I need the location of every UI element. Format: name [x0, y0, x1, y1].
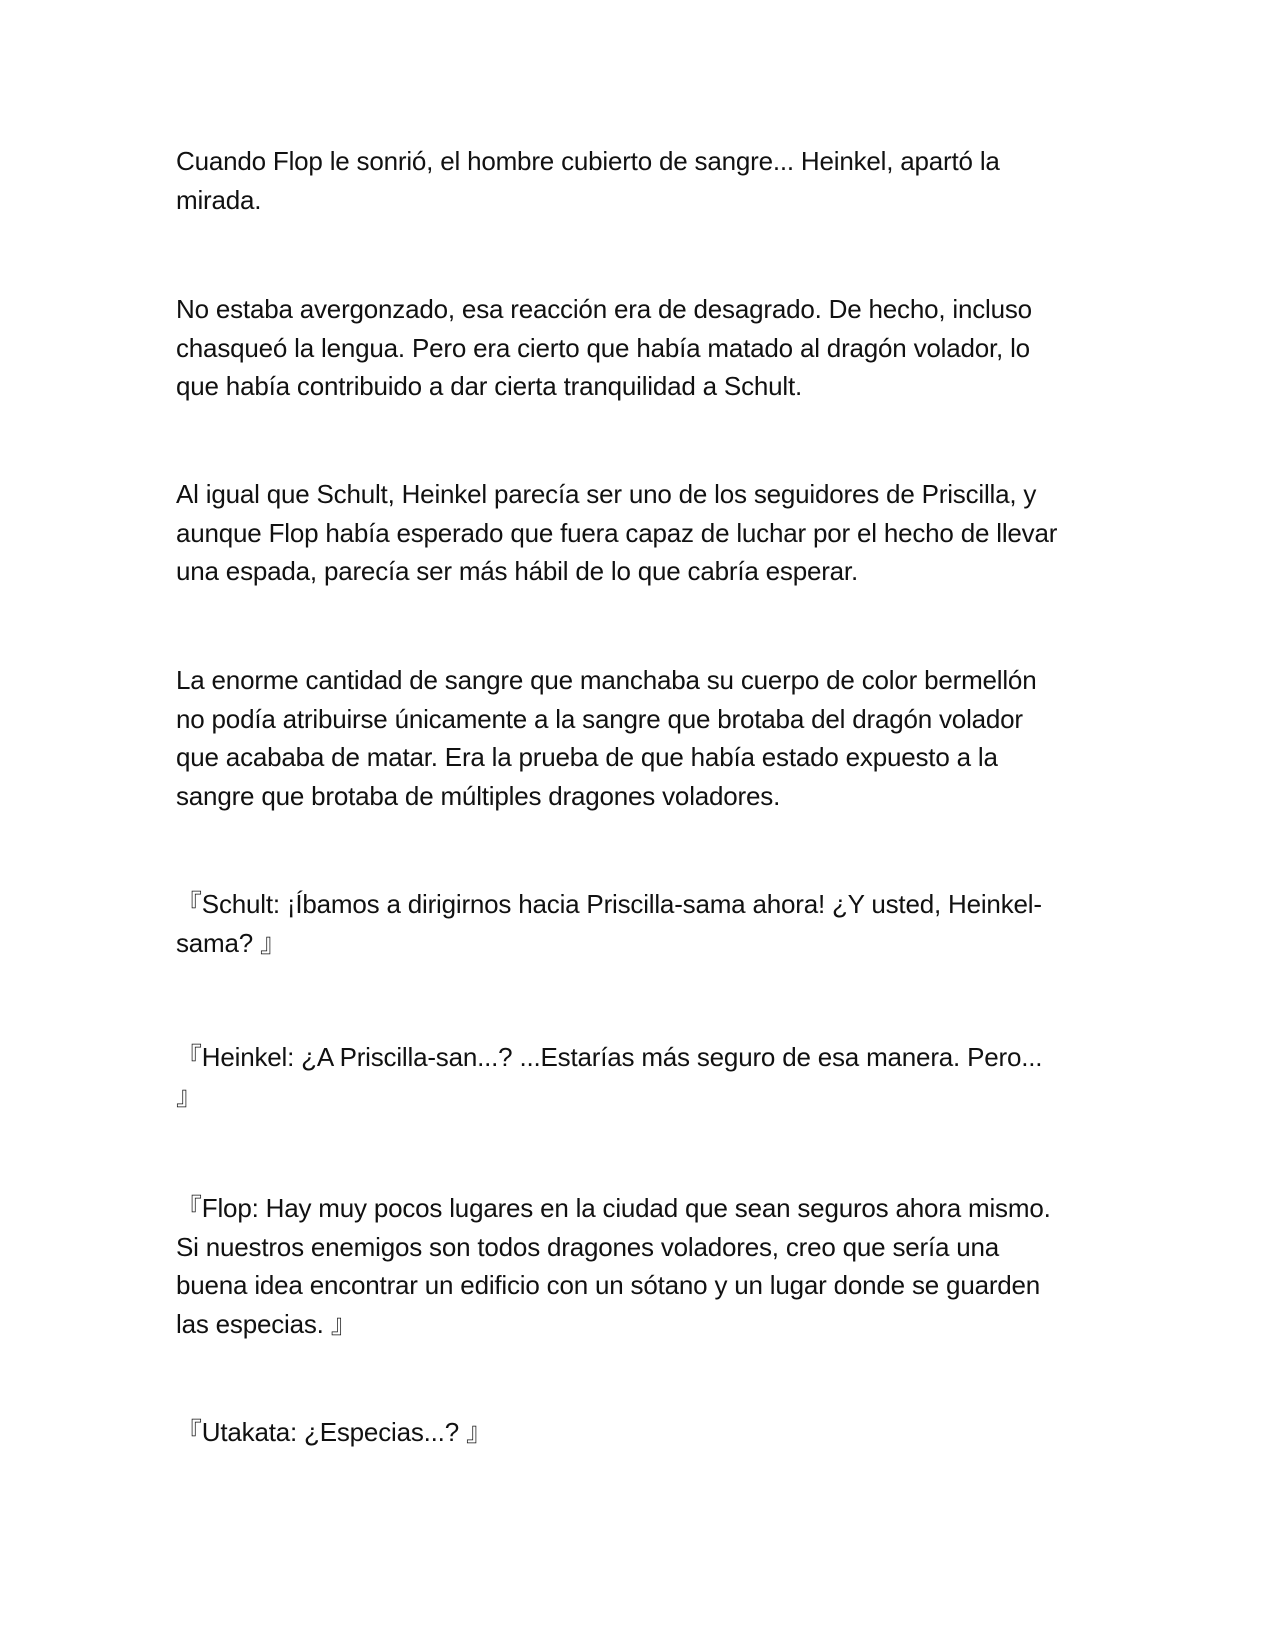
text-line: chasqueó la lengua. Pero era cierto que había matado al dragón volador, lo [176, 332, 1030, 363]
text-line: que había contribuido a dar cierta tranquilidad a Schult. [176, 371, 803, 401]
text-line: aunque Flop había esperado que fuera capaz de luchar por el hecho de llevar [176, 517, 1058, 548]
text-line: una espada, parecía ser más hábil de lo que cabría esperar. [176, 556, 858, 586]
text-line: 』 [176, 1080, 202, 1111]
dialogue-flop [176, 1189, 1096, 1343]
dialogue-schult [176, 885, 1096, 962]
text-line: Al igual que Schult, Heinkel parecía ser uno de los seguidores de Priscilla, y [176, 479, 1037, 509]
text-line: 『Heinkel: ¿A Priscilla-san...? ...Estarías más seguro de esa manera. Pero... [176, 1042, 1043, 1072]
text-line: buena idea encontrar un edificio con un sótano y un lugar donde se guarden [176, 1270, 1041, 1300]
paragraph-1 [176, 142, 1096, 219]
dialogue-utakata [176, 1413, 1096, 1452]
text-line: que acababa de matar. Era la prueba de que había estado expuesto a la [176, 742, 998, 772]
paragraph-2 [176, 290, 1096, 406]
text-line: No estaba avergonzado, esa reacción era de desagrado. De hecho, incluso [176, 294, 1032, 324]
text-line: Si nuestros enemigos son todos dragones voladores, creo que sería una [176, 1231, 1000, 1262]
text-line: La enorme cantidad de sangre que manchaba su cuerpo de color bermellón [176, 665, 1037, 695]
dialogue-heinkel [176, 1038, 1096, 1115]
text-line: sangre que brotaba de múltiples dragones voladores. [176, 780, 781, 811]
text-line: las especias. 』 [176, 1308, 357, 1339]
text-line: Cuando Flop le sonrió, el hombre cubierto de sangre... Heinkel, apartó la [176, 146, 1000, 176]
text-line: sama? 』 [176, 927, 286, 958]
text-line: mirada. [176, 184, 262, 215]
paragraph-4 [176, 661, 1096, 815]
text-line: 『Schult: ¡Íbamos a dirigirnos hacia Priscilla-sama ahora! ¿Y usted, Heinkel- [176, 889, 1042, 919]
paragraph-3 [176, 475, 1096, 591]
text-line: 『Flop: Hay muy pocos lugares en la ciudad que sean seguros ahora mismo. [176, 1193, 1051, 1223]
text-line: no podía atribuirse únicamente a la sangre que brotaba del dragón volador [176, 703, 1023, 734]
text-line: 『Utakata: ¿Especias...? 』 [176, 1417, 492, 1447]
